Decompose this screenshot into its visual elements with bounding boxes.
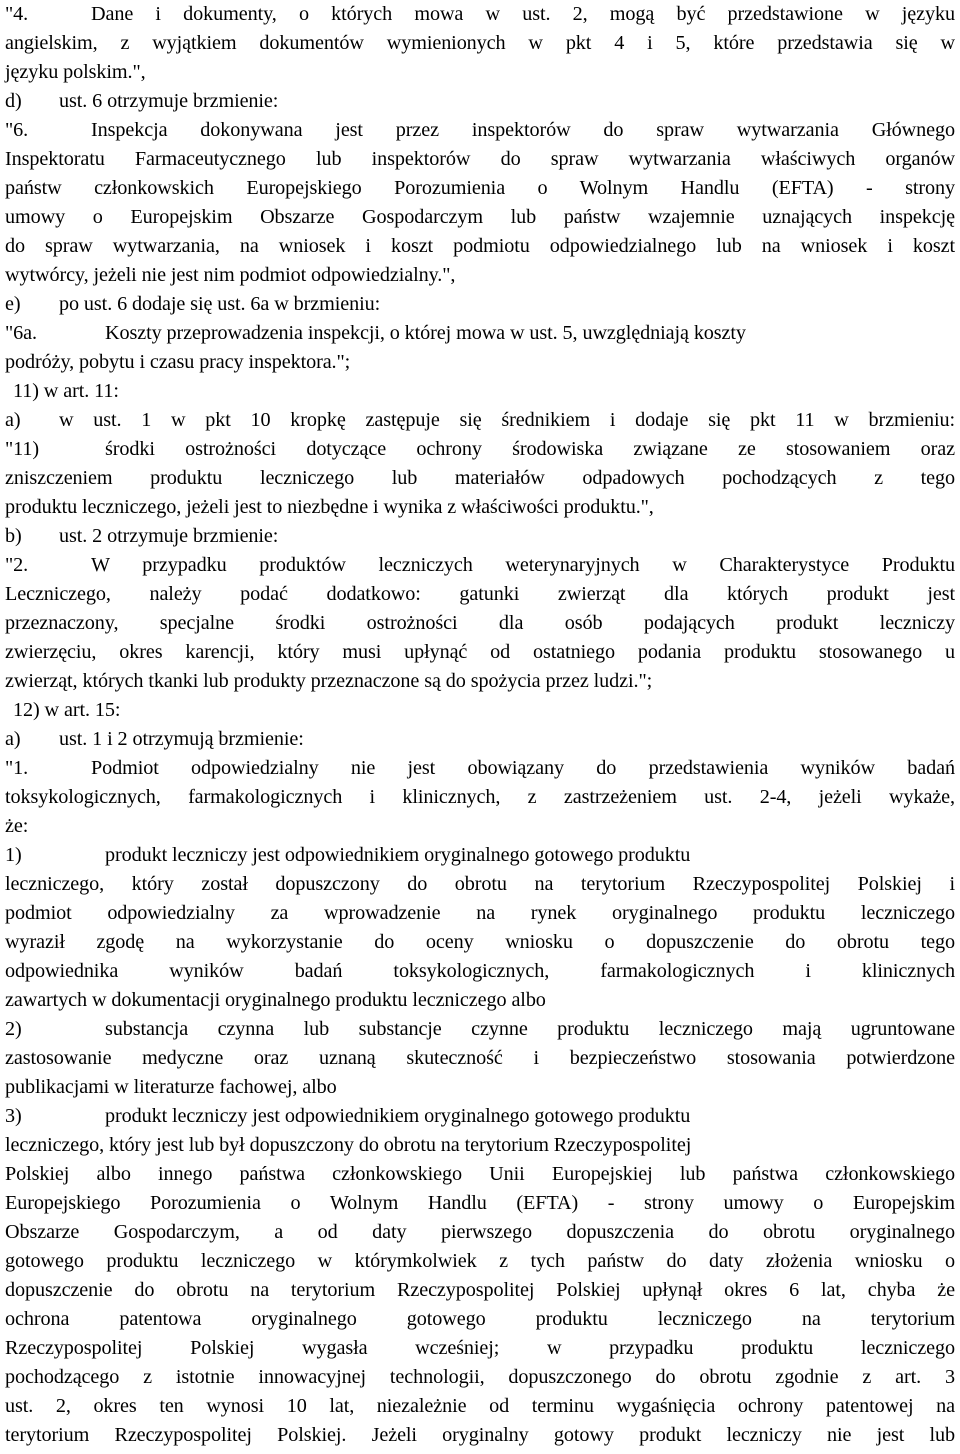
text-line: wyraził zgodę na wykorzystanie do oceny wniosku o dopuszczenie do obrotu tego — [5, 931, 955, 953]
text-line: podróży, pobytu i czasu pracy inspektora."; — [5, 351, 351, 373]
paragraph-label: "6a. — [5, 322, 37, 344]
text-line: wytwórcy, jeżeli nie jest nim podmiot odpowiedzialny.", — [5, 264, 456, 286]
text-line: języku polskim.", — [5, 61, 146, 83]
text-line: zwierząt, których tkanki lub produkty przeznaczone są do spożycia przez ludzi."; — [5, 670, 653, 692]
text-line: leczniczego, który jest lub był dopuszczony do obrotu na terytorium Rzeczypospolitej — [5, 1134, 692, 1156]
paragraph-label: "2. — [5, 554, 29, 576]
paragraph-label: "1. — [5, 757, 29, 779]
text-line: 2) substancja czynna lub substancje czynne produktu leczniczego mają ugruntowane — [5, 1015, 955, 1044]
text-line: Polskiej albo innego państwa członkowskiego Unii Europejskiej lub państwa członkowskiego — [5, 1163, 955, 1185]
text-line: b) ust. 2 otrzymuje brzmienie: — [5, 522, 955, 551]
point-label: 3) — [5, 1105, 22, 1127]
text-line: "2. W przypadku produktów leczniczych weterynaryjnych w Charakterystyce Produktu — [5, 551, 955, 580]
text-line: publikacjami w literaturze fachowej, albo — [5, 1076, 337, 1098]
legal-document — [5, 0, 955, 1450]
text-line: gotowego produktu leczniczego w którymkolwiek z tych państw do daty złożenia wniosku o — [5, 1250, 955, 1272]
text-line: do spraw wytwarzania, na wniosek i koszt podmiotu odpowiedzialnego lub na wniosek i koszt — [5, 235, 955, 257]
text-line: Rzeczypospolitej Polskiej wygasła wcześniej; w przypadku produktu leczniczego — [5, 1337, 955, 1359]
text-line: przeznaczony, specjalne środki ostrożności dla osób podających produkt leczniczy — [5, 612, 955, 634]
text-line: "6a. Koszty przeprowadzenia inspekcji, o której mowa w ust. 5, uwzględniają koszty — [5, 319, 955, 348]
text-line: 11) w art. 11: — [13, 380, 119, 402]
list-label: e) — [5, 293, 21, 315]
text-line: "4. Dane i dokumenty, o których mowa w ust. 2, mogą być przedstawione w języku — [5, 0, 955, 29]
list-label: d) — [5, 90, 22, 112]
text-line: pochodzącego z istotnie innowacyjnej technologii, dopuszczonego do obrotu zgodnie z art. 3 — [5, 1366, 955, 1388]
text-line: toksykologicznych, farmakologicznych i klinicznych, z zastrzeżeniem ust. 2-4, jeżeli wykaże, — [5, 786, 955, 808]
text-line: "11) środki ostrożności dotyczące ochrony środowiska związane ze stosowaniem oraz — [5, 435, 955, 464]
text-line: Obszarze Gospodarczym, a od daty pierwszego dopuszczenia do obrotu oryginalnego — [5, 1221, 955, 1243]
text-line: podmiot odpowiedzialny za wprowadzenie na rynek oryginalnego produktu leczniczego — [5, 902, 955, 924]
text-line: e) po ust. 6 dodaje się ust. 6a w brzmieniu: — [5, 290, 955, 319]
list-label: b) — [5, 525, 22, 547]
list-label: a) — [5, 728, 21, 750]
text-line: "6. Inspekcja dokonywana jest przez inspektorów do spraw wytwarzania Głównego — [5, 116, 955, 145]
text-line: dopuszczenie do obrotu na terytorium Rzeczypospolitej Polskiej upłynął okres 6 lat, chyba że — [5, 1279, 955, 1301]
point-label: 2) — [5, 1018, 22, 1040]
text-line: odpowiednika wyników badań toksykologicznych, farmakologicznych i klinicznych — [5, 960, 955, 982]
text-line: zniszczeniem produktu leczniczego lub materiałów odpadowych pochodzących z tego — [5, 467, 955, 489]
text-line: zastosowanie medyczne oraz uznaną skuteczność i bezpieczeństwo stosowania potwierdzone — [5, 1047, 955, 1069]
paragraph-label: "11) — [5, 438, 40, 460]
text-line: 3) produkt leczniczy jest odpowiednikiem oryginalnego gotowego produktu — [5, 1102, 955, 1131]
point-label: 1) — [5, 844, 22, 866]
text-line: angielskim, z wyjątkiem dokumentów wymienionych w pkt 4 i 5, które przedstawia się w — [5, 32, 955, 54]
text-line: Europejskiego Porozumienia o Wolnym Handlu (EFTA) - strony umowy o Europejskim — [5, 1192, 955, 1214]
list-label: a) — [5, 409, 21, 431]
text-line: d) ust. 6 otrzymuje brzmienie: — [5, 87, 955, 116]
text-line: Leczniczego, należy podać dodatkowo: gatunki zwierząt dla których produkt jest — [5, 583, 955, 605]
text-line: ochrona patentowa oryginalnego gotowego produktu leczniczego na terytorium — [5, 1308, 955, 1330]
text-line: produktu leczniczego, jeżeli jest to niezbędne i wynika z właściwości produktu.", — [5, 496, 654, 518]
paragraph-label: "6. — [5, 119, 29, 141]
text-line: 1) produkt leczniczy jest odpowiednikiem oryginalnego gotowego produktu — [5, 841, 955, 870]
paragraph-label: "4. — [5, 3, 29, 25]
text-line: zwierzęciu, okres karencji, który musi upłynąć od ostatniego podania produktu stosowanego u — [5, 641, 955, 663]
text-line: że: — [5, 815, 29, 837]
text-line: a) ust. 1 i 2 otrzymują brzmienie: — [5, 725, 955, 754]
text-line: państw członkowskich Europejskiego Porozumienia o Wolnym Handlu (EFTA) - strony — [5, 177, 955, 199]
text-line: leczniczego, który został dopuszczony do obrotu na terytorium Rzeczypospolitej Polskiej i — [5, 873, 955, 895]
text-line: umowy o Europejskim Obszarze Gospodarczym lub państw wzajemnie uznających inspekcję — [5, 206, 955, 228]
text-line: ust. 2, okres ten wynosi 10 lat, niezależnie od terminu wygaśnięcia ochrony patentowej na — [5, 1395, 955, 1417]
text-line: "1. Podmiot odpowiedzialny nie jest obowiązany do przedstawienia wyników badań — [5, 754, 955, 783]
text-line: zawartych w dokumentacji oryginalnego produktu leczniczego albo — [5, 989, 546, 1011]
text-line: Inspektoratu Farmaceutycznego lub inspektorów do spraw wytwarzania właściwych organów — [5, 148, 955, 170]
text-line: a) w ust. 1 w pkt 10 kropkę zastępuje się średnikiem i dodaje się pkt 11 w brzmieniu: — [5, 406, 955, 435]
text-line: terytorium Rzeczypospolitej Polskiej. Jeżeli oryginalny gotowy produkt leczniczy nie jest lub — [5, 1424, 955, 1446]
text-line: 12) w art. 15: — [13, 699, 121, 721]
